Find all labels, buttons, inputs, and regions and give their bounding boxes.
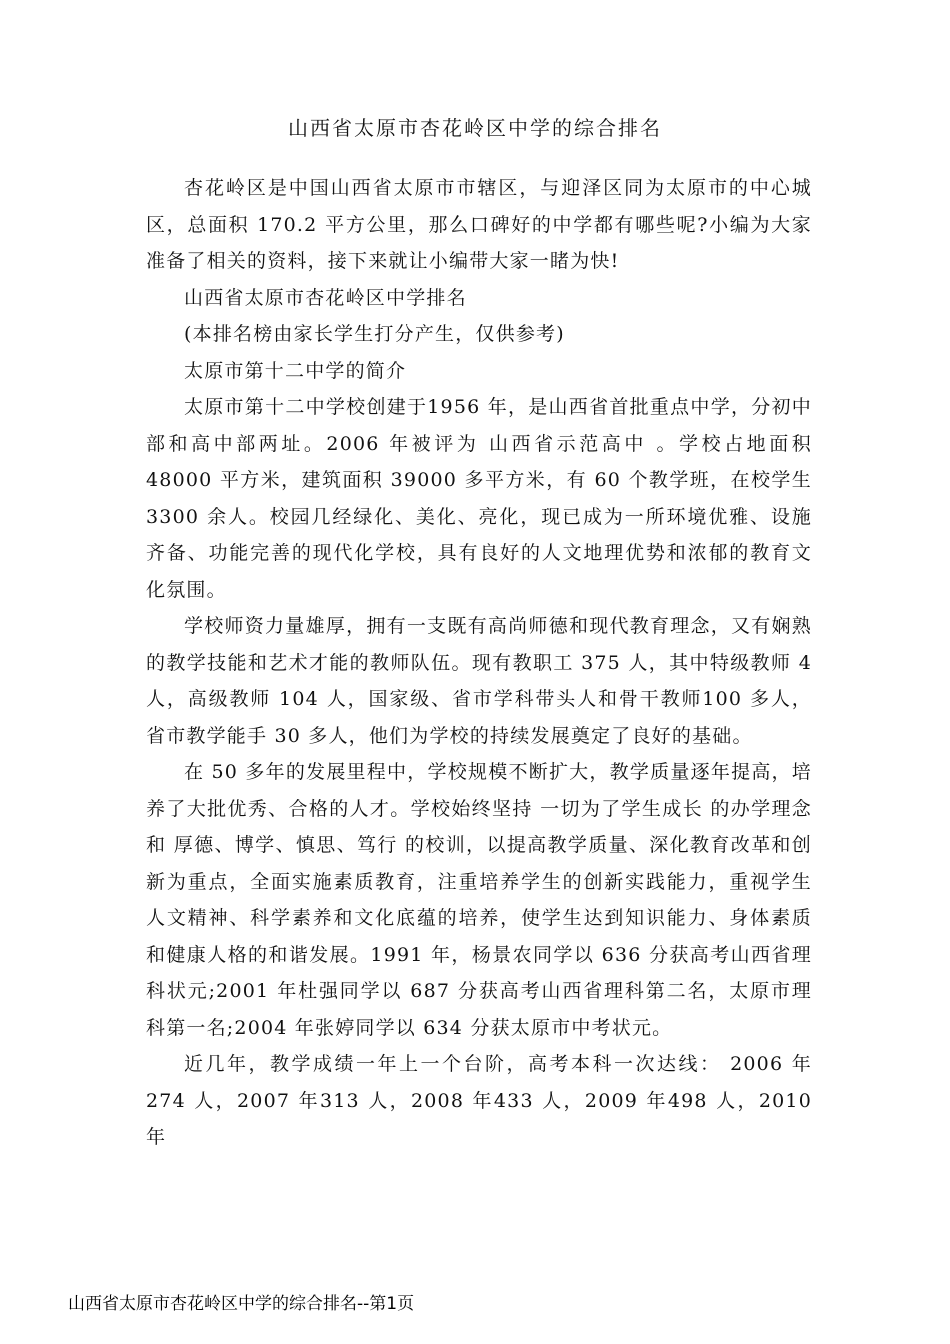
page-footer: 山西省太原市杏花岭区中学的综合排名--第1页 <box>68 1294 415 1314</box>
paragraph-faculty: 学校师资力量雄厚，拥有一支既有高尚师德和现代教育理念，又有娴熟的教学技能和艺术才能的教师队伍。现有教职工 375 人，其中特级教师 4 人，高级教师 104 人，国家级、省市学科带头人和骨干教师100 多人，省市教学能手 30 多人，他们为学校的持续发展奠定了良好的基础。 <box>146 615 812 747</box>
document-title: 山西省太原市杏花岭区中学的综合排名 <box>288 116 662 140</box>
paragraph-history: 在 50 多年的发展里程中，学校规模不断扩大，教学质量逐年提高，培养了大批优秀、合格的人才。学校始终坚持 一切为了学生成长 的办学理念和 厚德、博学、慎思、笃行 的校训，以提高教学质量、深化教育改革和创新为重点，全面实施素质教育，注重培养学生的创新实践能力，重视学生人文精神、科学素养和文化底蕴的培养，使学生达到知识能力、身体素质和健康人格的和谐发展。1991 年，杨景农同学以 636 分获高考山西省理科状元;2001 年杜强同学以 687 分获高考山西省理科第二名，太原市理科第一名;2004 年张婷同学以 634 分获太原市中考状元。 <box>146 761 812 1039</box>
paragraph-results: 近几年，教学成绩一年上一个台阶，高考本科一次达线： 2006 年 274 人，2007 年313 人，2008 年433 人，2009 年498 人，2010 年 <box>146 1053 812 1148</box>
document-body <box>146 170 812 1156</box>
paragraph-intro: 杏花岭区是中国山西省太原市市辖区，与迎泽区同为太原市的中心城区，总面积 170.2 平方公里，那么口碑好的中学都有哪些呢?小编为大家准备了相关的资料，接下来就让小编带大家一睹为快! <box>146 177 812 272</box>
paragraph-ranking-heading: 山西省太原市杏花岭区中学排名 <box>184 286 467 309</box>
paragraph-school-heading: 太原市第十二中学的简介 <box>184 359 407 382</box>
paragraph-school-overview: 太原市第十二中学校创建于1956 年，是山西省首批重点中学，分初中部和高中部两址。2006 年被评为 山西省示范高中 。学校占地面积 48000 平方米，建筑面积 39000 多平方米，有 60 个教学班，在校学生 3300 余人。校园几经绿化、美化、亮化，现已成为一所环境优雅、设施齐备、功能完善的现代化学校，具有良好的人文地理优势和浓郁的教育文化氛围。 <box>146 396 812 601</box>
paragraph-ranking-note: (本排名榜由家长学生打分产生，仅供参考) <box>184 323 565 345</box>
